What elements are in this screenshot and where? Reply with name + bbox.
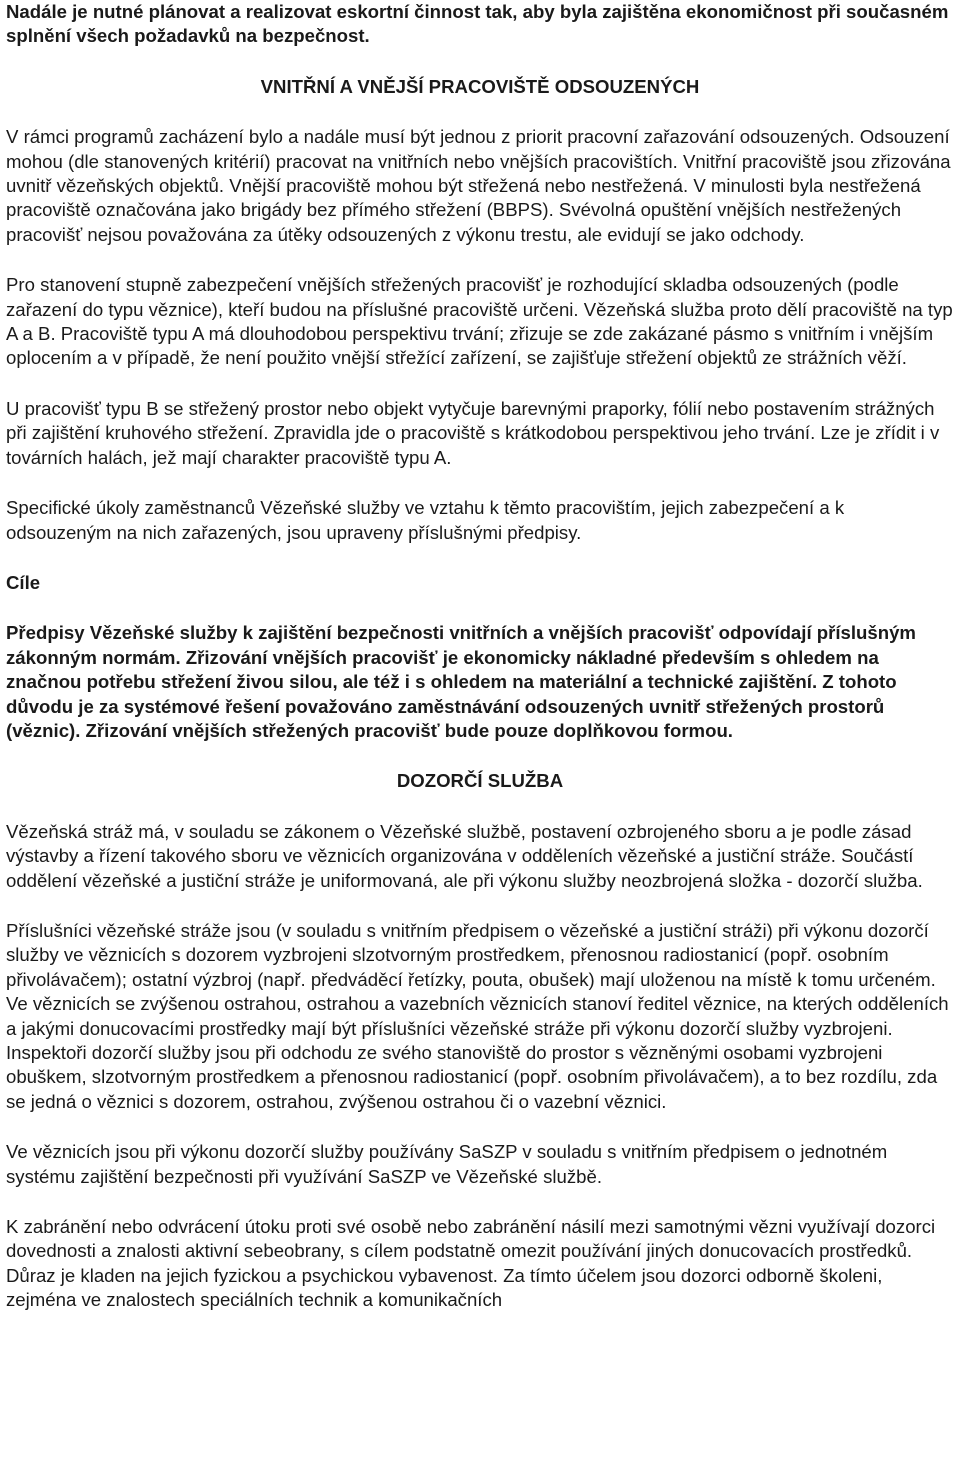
paragraph-security-levels: Pro stanovení stupně zabezpečení vnějších střežených pracovišť je rozhodující skladba odsouzených (podle zařazení do typu věznice), kteří budou na příslušné pracoviště určeni. Vězeňská služba proto dělí pracoviště na typ A a B. Pracoviště typu A má dlouhodobou perspektivu trvání; zřizuje se zde zakázané pásmo s vnitřním i vnějším oplocením a v případě, že není použito vnější střežící zařízení, se zajišťuje střežení objektů ze strážních věží. [6, 274, 953, 369]
intro-paragraph: Nadále je nutné plánovat a realizovat eskortní činnost tak, aby byla zajištěna ekonomičnost při současném splnění všech požadavků na bezpečnost. [6, 1, 949, 47]
paragraph-specific-tasks: Specifické úkoly zaměstnanců Vězeňské služby ve vztahu k těmto pracovištím, jejich zabezpečení a k odsouzeným na nich zařazených, jsou upraveny příslušnými předpisy. [6, 497, 845, 543]
paragraph-prison-guard: Vězeňská stráž má, v souladu se zákonem o Vězeňské službě, postavení ozbrojeného sboru a je podle zásad výstavby a řízení takového sboru ve věznicích organizována v odděleních vězeňské a justiční stráže. Součástí oddělení vězeňské a justiční stráže je uniformovaná, ale při výkonu služby neozbrojená složka - dozorčí služba. [6, 820, 923, 891]
paragraph-self-defense: K zabránění nebo odvrácení útoku proti své osobě nebo zabránění násilí mezi samotnými vězni využívají dozorci dovednosti a znalosti aktivní sebeobrany, s cílem podstatně omezit používání jiných donucovacích prostředků. Důraz je kladen na jejich fyzickou a psychickou vybavenost. Za tímto účelem jsou dozorci odborně školeni, zejména ve znalostech speciálních technik a komunikačních [6, 1216, 936, 1311]
paragraph-saszp: Ve věznicích jsou při výkonu dozorčí služby používány SaSZP v souladu s vnitřním předpisem o jednotném systému zajištění bezpečnosti při využívání SaSZP ve Vězeňské službě. [6, 1141, 888, 1187]
heading-goals: Cíle [6, 571, 41, 593]
paragraph-goals: Předpisy Vězeňské služby k zajištění bezpečnosti vnitřních a vnějších pracovišť odpovídají příslušným zákonným normám. Zřizování vnějších pracovišť je ekonomicky nákladné především s ohledem na značnou potřebu střežení živou silou, ale též i s ohledem na materiální a technické zajištění. Z tohoto důvodu je za systémové řešení považováno zaměstnávání odsouzených uvnitř střežených prostorů (věznic). Zřizování vnějších střežených pracovišť bude pouze doplňkovou formou. [6, 622, 916, 741]
section-heading-supervision: DOZORČÍ SLUŽBA [396, 770, 564, 792]
paragraph-armament: Příslušníci vězeňské stráže jsou (v souladu s vnitřním předpisem o vězeňské a justiční stráži) při výkonu dozorčí služby ve věznicích s dozorem vyzbrojeni slzotvorným prostředkem, přenosnou radiostanicí (popř. osobním přivolávačem); ostatní výzbroj (např. předváděcí řetízky, pouta, obušek) mají uloženou na místě k tomu určeném. Ve věznicích se zvýšenou ostrahou, ostrahou a vazebních věznicích stanoví ředitel věznice, na kterých odděleních a jakými donucovacími prostředky mají být příslušníci vězeňské stráže při výkonu dozorčí služby vyzbrojeni. Inspektoři dozorčí služby jsou při odchodu ze svého stanoviště do prostor s vězněnými osobami vyzbrojeni obuškem, slzotvorným prostředkem a přenosnou radiostanicí (popř. osobním přivolávačem), a to bez rozdílu, zda se jedná o věznici s dozorem, ostrahou, zvýšenou ostrahou či o vazební věznici. [6, 919, 949, 1112]
section-heading-workplaces: VNITŘNÍ A VNĚJŠÍ PRACOVIŠTĚ ODSOUZENÝCH [260, 75, 700, 97]
paragraph-workplaces: V rámci programů zacházení bylo a nadále musí být jednou z priorit pracovní zařazování odsouzených. Odsouzení mohou (dle stanovených kritérií) pracovat na vnitřních nebo vnějších pracovištích. Vnitřní pracoviště jsou zřizována uvnitř vězeňských objektů. Vnější pracoviště mohou být střežená nebo nestřežená. V minulosti byla nestřežená pracoviště označována jako brigády bez přímého střežení (BBPS). Svévolná opuštění vnějších nestřežených pracovišť nejsou považována za útěky odsouzených z výkonu trestu, ale evidují se jako odchody. [6, 126, 951, 245]
paragraph-type-b: U pracovišť typu B se střežený prostor nebo objekt vytyčuje barevnými praporky, fólií nebo postavením strážných při zajištění kruhového střežení. Zpravidla jde o pracoviště s krátkodobou perspektivou jeho trvání. Lze je zřídit i v továrních halách, jež mají charakter pracoviště typu A. [6, 397, 940, 468]
